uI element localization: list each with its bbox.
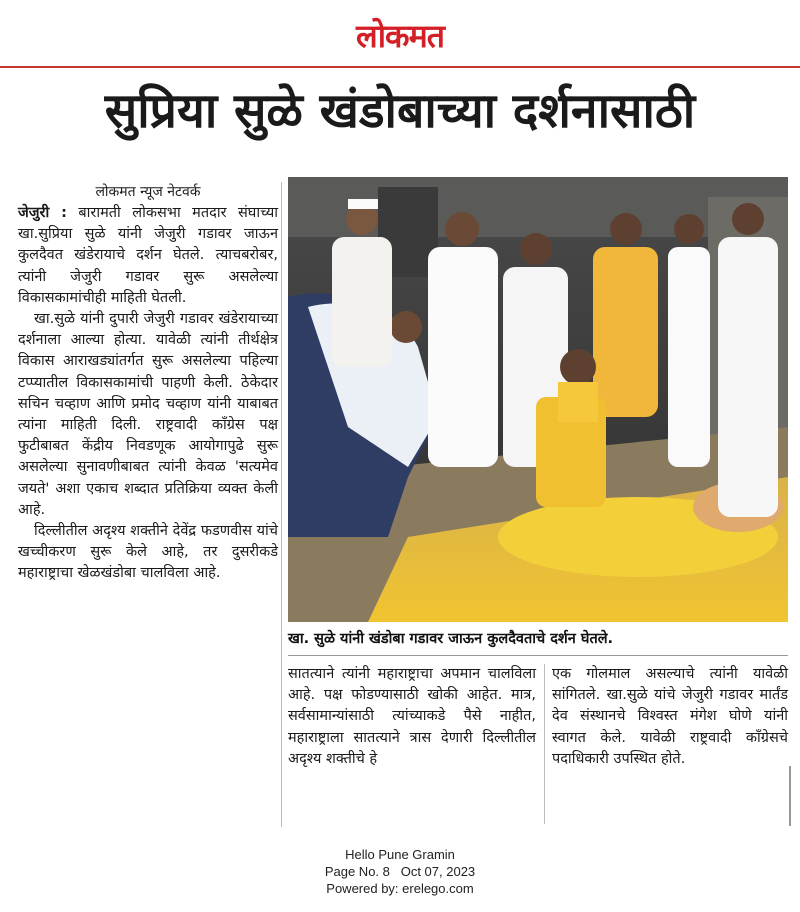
newspaper-logo: लोकमत [356, 17, 444, 55]
column-divider [281, 182, 282, 827]
article-column-1 [18, 182, 278, 585]
masthead [0, 0, 800, 68]
photo-caption: खा. सुळे यांनी खंडोबा गडावर जाऊन कुलदैवताचे दर्शन घेतले. [288, 629, 788, 656]
footer-date: Oct 07, 2023 [400, 864, 476, 879]
footer-edition: Hello Pune Gramin [345, 847, 455, 862]
news-photo [288, 177, 788, 622]
byline: लोकमत न्यूज नेटवर्क [95, 184, 201, 200]
footer-powered: Powered by: erelego.com [326, 881, 474, 896]
page-footer [0, 846, 800, 897]
article-column-2 [288, 664, 536, 770]
footer-page: Page No. 8 [324, 864, 390, 879]
article-paragraph-3: दिल्लीतील अदृश्य शक्तीने देवेंद्र फडणवीस यांचे खच्चीकरण सुरू केले आहे, तर दुसरीकडे महाराष्ट्राचा खेळखंडोबा चालविला आहे. [18, 523, 278, 582]
column-divider [544, 664, 545, 824]
column-3-text: एक गोलमाल असल्याचे त्यांनी यावेळी सांगितले. खा.सुळे यांचे जेजुरी गडावर मार्तंड देव संस्थानचे विश्वस्त मंगेश घोणे यांनी स्वागत केले. यावेळी राष्ट्रवादी काँग्रेसचे पदाधिकारी उपस्थित होते. [552, 666, 788, 767]
photo-illustration [288, 177, 788, 622]
article-paragraph-1 [18, 203, 278, 309]
footer-page-date [0, 863, 800, 880]
adjacent-article-edge [789, 766, 800, 826]
article-paragraph-2: खा.सुळे यांनी दुपारी जेजुरी गडावर खंडेरायाच्या दर्शनाला आल्या होत्या. यावेळी त्यांनी तीर्थक्षेत्र विकास आराखड्यांतर्गत सुरू असलेल्या पहिल्या टप्प्यातील विकासकामांची पाहणी केली. ठेकेदार सचिन चव्हाण आणि प्रमोद चव्हाण यांनी याबाबत त्यांना माहिती दिली. राष्ट्रवादी काँग्रेस पक्ष फुटीबाबत केंद्रीय निवडणूक आयोगापुढे सुरू असलेल्या सुनावणीबाबत त्यांनी केवळ 'सत्यमेव जयते' अशा एकाच शब्दात प्रतिक्रिया व्यक्त केली आहे. [18, 311, 278, 518]
column-2-text: सातत्याने त्यांनी महाराष्ट्राचा अपमान चालविला आहे. पक्ष फोडण्यासाठी खोकी आहेत. मात्र, सर्वसामान्यांसाठी त्यांच्याकडे पैसे नाहीत, महाराष्ट्राला सातत्याने त्रास देणारी दिल्लीतील अदृश्य शक्तीचे हे [288, 666, 536, 767]
paragraph-1-text: बारामती लोकसभा मतदार संघाच्या खा.सुप्रिया सुळे यांनी जेजुरी गडावर जाऊन कुलदैवत खंडेरायाचे दर्शन घेतले. त्याचबरोबर, त्यांनी जेजुरी गडावर सुरू असलेल्या विकासकामांचीही माहिती घेतली. [18, 205, 278, 306]
headline: सुप्रिया सुळे खंडोबाच्या दर्शनासाठी [104, 83, 696, 139]
article-column-3 [552, 664, 788, 770]
dateline: जेजुरी : [18, 205, 67, 221]
